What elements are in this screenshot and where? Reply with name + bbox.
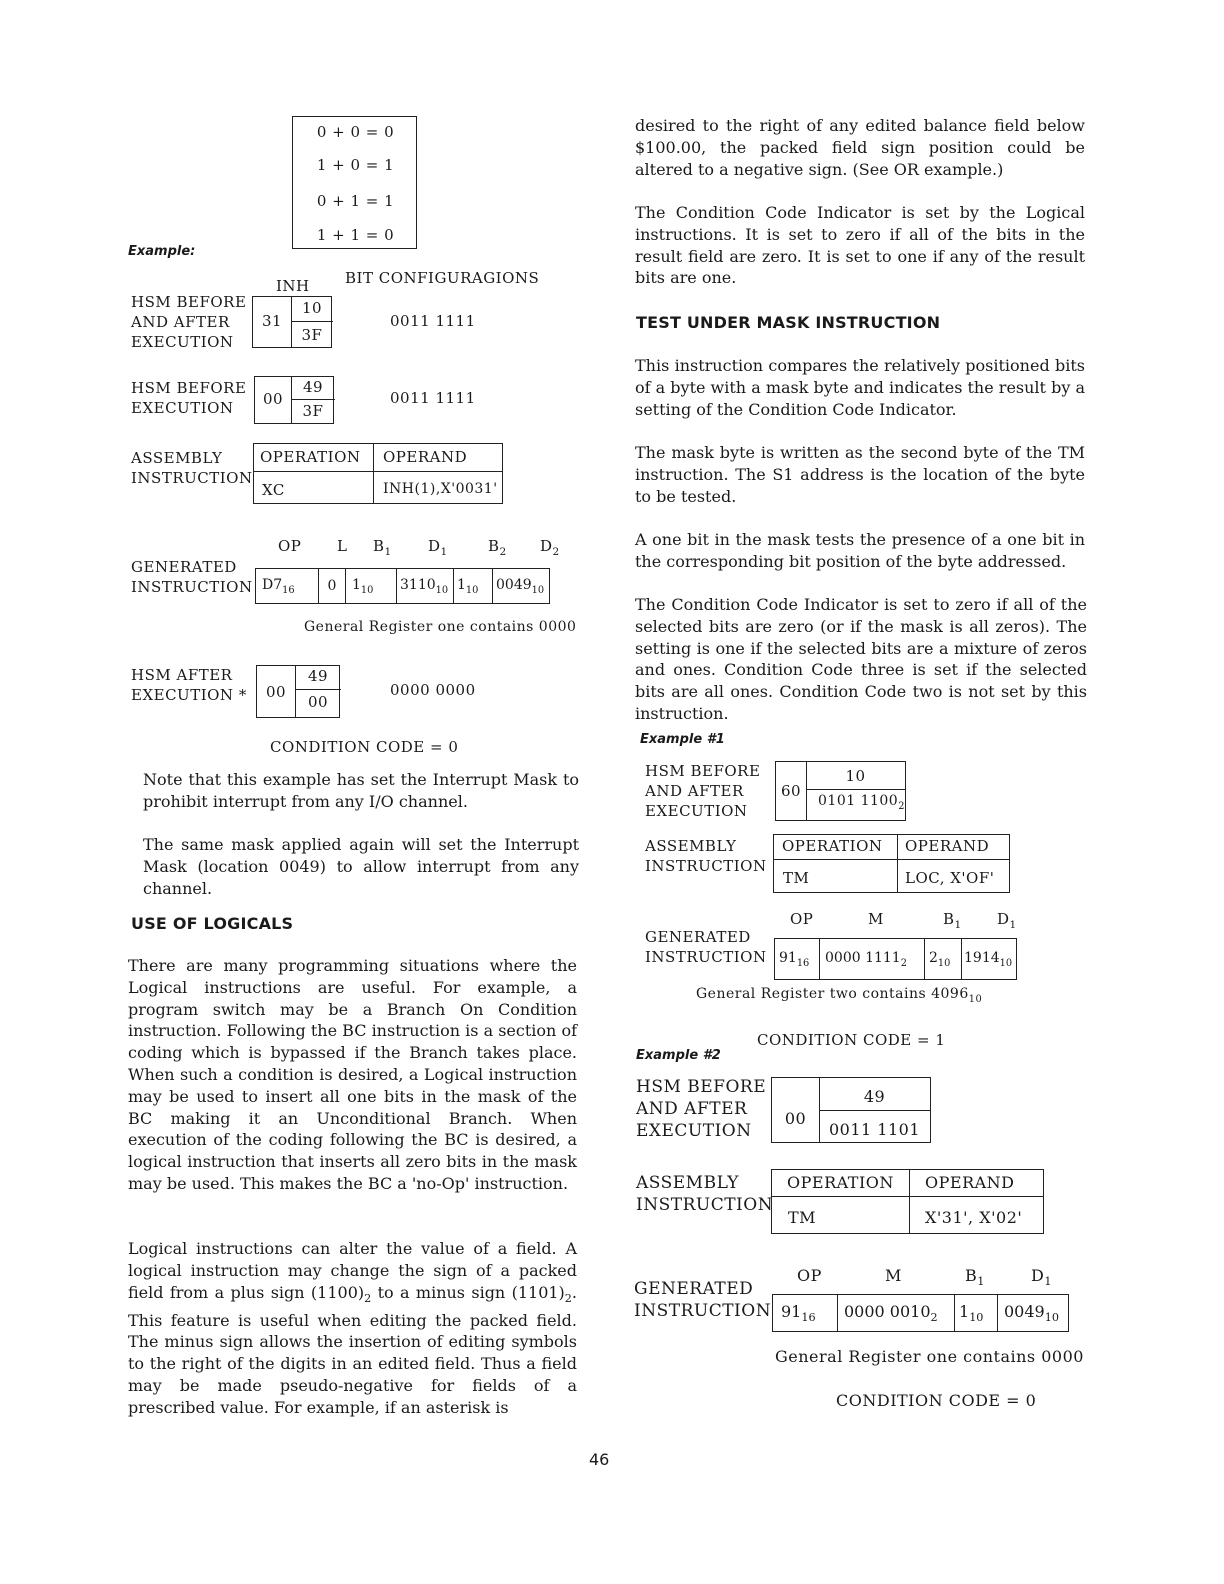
ex1-hsm-label: HSM BEFORE AND AFTER EXECUTION bbox=[645, 762, 761, 820]
gen-header: $D_2$ bbox=[540, 537, 560, 558]
same-mask-paragraph: The same mask applied again will set the Interrupt Mask (location 0049) to allow interrupt from any channel. bbox=[143, 835, 579, 898]
ex1-assembly-label: ASSEMBLY INSTRUCTION bbox=[645, 837, 767, 875]
ex1-generated-table bbox=[774, 938, 1017, 980]
tm-paragraph-3: A one bit in the mask tests the presence of a one bit in the corresponding bit position of the byte addressed. bbox=[635, 530, 1085, 571]
hsm-top-cell: 49 bbox=[307, 667, 329, 685]
gen-cell: 0000 $0010_2$ bbox=[838, 1295, 955, 1332]
gen-cell: $0049_{10}$ bbox=[998, 1295, 1069, 1332]
operation-header: OPERATION bbox=[782, 837, 883, 855]
gen-header: OP bbox=[797, 1266, 822, 1285]
gen-header: $B_1$ bbox=[943, 910, 962, 931]
ex1-hsm-box bbox=[775, 761, 906, 821]
hsm-top-cell: 49 bbox=[302, 378, 324, 396]
hsm-after-bits: 0000 0000 bbox=[390, 681, 476, 699]
hsm-left-cell: 31 bbox=[261, 312, 283, 330]
hsm-top-cell: 10 bbox=[301, 299, 323, 317]
ex2-generated-table bbox=[772, 1294, 1069, 1332]
truth-row: 1 + 1 = 0 bbox=[316, 226, 395, 244]
truth-row: 0 + 1 = 1 bbox=[316, 192, 395, 210]
gen-header: $B_1$ bbox=[965, 1266, 985, 1289]
gen-header: L bbox=[337, 537, 348, 555]
gen-header: $D_1$ bbox=[1031, 1266, 1052, 1289]
page-number: 46 bbox=[589, 1450, 610, 1469]
hsm-left-cell: 00 bbox=[784, 1109, 807, 1128]
gen-header: M bbox=[885, 1266, 902, 1285]
operation-value: XC bbox=[262, 481, 285, 499]
ex2-generated-note: General Register one contains 0000 bbox=[775, 1347, 1084, 1366]
tm-paragraph-1: This instruction compares the relatively positioned bits of a byte with a mask byte and indicates the result by a setting of the Condition Code Indicator. bbox=[635, 356, 1085, 419]
tm-paragraph-4: The Condition Code Indicator is set to zero if all of the selected bits are zero (or if the mask is all zeros). The setting is one if the selected bits are a mixture of zeros and ones. Condition Code three is set if the selected bits are all ones. Condition Code two is not set by this instruction. bbox=[635, 595, 1087, 723]
gen-header: OP bbox=[790, 910, 814, 928]
ex2-generated-label: GENERATED INSTRUCTION bbox=[634, 1279, 772, 1321]
use-paragraph-1: There are many programming situations where the Logical instructions are useful. For example, a program switch may be a Branch On Condition instruction. Following the BC instruction is a section of coding which is bypassed if the Branch takes place. When such a condition is desired, a Logical instruction may be used to insert all one bits in the mask of the BC making it an Unconditional Branch. When execution of the coding following the BC is desired, a logical instruction that inserts all zero bits in the mask may be used. This makes the BC a 'no-Op' instruction. bbox=[128, 956, 577, 1193]
example-label: Example: bbox=[128, 244, 196, 259]
hsm-top-cell: 10 bbox=[845, 767, 866, 785]
generated-table bbox=[255, 568, 550, 604]
gen-cell: 0000 $1111_2$ bbox=[820, 939, 925, 980]
generated-label: GENERATED INSTRUCTION bbox=[131, 558, 253, 596]
gen-header: $B_2$ bbox=[488, 537, 507, 558]
ex1-generated-label: GENERATED INSTRUCTION bbox=[645, 928, 767, 966]
gen-cell: $91_{16}$ bbox=[773, 1295, 838, 1332]
gen-header: $D_1$ bbox=[428, 537, 448, 558]
hsm-left-cell: 60 bbox=[780, 782, 802, 800]
generated-note: General Register one contains 0000 bbox=[304, 619, 577, 635]
operand-header: OPERAND bbox=[905, 837, 990, 855]
operation-value: TM bbox=[783, 869, 810, 887]
operation-value: TM bbox=[788, 1208, 817, 1227]
inh-label: INH bbox=[276, 277, 310, 295]
gen-cell: $3110_{10}$ bbox=[397, 569, 454, 604]
gen-header: $B_1$ bbox=[373, 537, 392, 558]
truth-table bbox=[292, 116, 417, 249]
hsm-bits: 0011 1111 bbox=[390, 312, 476, 330]
ex2-assembly-table bbox=[771, 1169, 1044, 1234]
operand-value: LOC, X'OF' bbox=[905, 869, 995, 887]
ex1-condition-code: CONDITION CODE = 1 bbox=[757, 1031, 946, 1049]
gen-cell: $1_{10}$ bbox=[454, 569, 493, 604]
hsm-box bbox=[252, 296, 332, 348]
operand-value: INH(1),X'0031' bbox=[383, 481, 498, 497]
gen-cell: $91_{16}$ bbox=[775, 939, 820, 980]
operand-value: X'31', X'02' bbox=[925, 1208, 1023, 1227]
condition-code: CONDITION CODE = 0 bbox=[270, 738, 459, 756]
gen-cell: 0 bbox=[319, 569, 346, 604]
gen-header: $D_1$ bbox=[997, 910, 1017, 931]
ex1-generated-note: General Register two contains $4096_{10}$ bbox=[696, 986, 983, 1005]
tm-heading: TEST UNDER MASK INSTRUCTION bbox=[636, 313, 941, 332]
truth-row: 1 + 0 = 1 bbox=[316, 156, 395, 174]
ex2-condition-code: CONDITION CODE = 0 bbox=[836, 1391, 1037, 1410]
use-paragraph-2: Logical instructions can alter the value of a field. A logical instruction may change the sign of a packed field from a plus sign $(1100)_2$ to a minus sign $(1101)_2$. This feature is useful when editing the packed field. The minus sign allows the insertion of editing symbols to the right of the digits in an edited field. Thus a field may be made pseudo-negative for fields of a prescribed value. For example, if an asterisk is bbox=[128, 1239, 578, 1417]
assembly-table bbox=[253, 443, 503, 504]
hsm-bottom-cell: 3F bbox=[301, 326, 323, 344]
hsm-after-label: HSM AFTER EXECUTION * bbox=[131, 666, 247, 704]
gen-header: OP bbox=[278, 537, 302, 555]
truth-row: 0 + 0 = 0 bbox=[316, 123, 395, 141]
hsm-before-bits: 0011 1111 bbox=[390, 389, 476, 407]
gen-cell: $1914_{10}$ bbox=[962, 939, 1017, 980]
ex1-assembly-table bbox=[773, 834, 1010, 893]
gen-cell: $0049_{10}$ bbox=[493, 569, 550, 604]
hsm-left-cell: 00 bbox=[265, 683, 287, 701]
hsm-before-box bbox=[254, 376, 334, 424]
right-paragraph-1: desired to the right of any edited balance field below $100.00, the packed field sign position could be altered to a negative sign. (See OR example.) bbox=[635, 116, 1085, 179]
hsm-bottom-cell: 0101 $1100_2$ bbox=[818, 793, 905, 812]
gen-cell: $1_{10}$ bbox=[346, 569, 397, 604]
gen-header: M bbox=[868, 910, 884, 928]
hsm-before-label: HSM BEFORE EXECUTION bbox=[131, 379, 247, 417]
hsm-after-box bbox=[256, 665, 340, 718]
use-of-logicals-heading: USE OF LOGICALS bbox=[131, 914, 294, 933]
gen-cell: $1_{10}$ bbox=[955, 1295, 998, 1332]
hsm-bottom-cell: 0011 1101 bbox=[828, 1120, 921, 1139]
operand-header: OPERAND bbox=[383, 448, 468, 466]
hsm-bottom-cell: 3F bbox=[302, 402, 324, 420]
operand-header: OPERAND bbox=[925, 1173, 1015, 1192]
note-paragraph: Note that this example has set the Interrupt Mask to prohibit interrupt from any I/O channel. bbox=[143, 770, 579, 811]
gen-cell: $D7_{16}$ bbox=[256, 569, 319, 604]
assembly-label: ASSEMBLY INSTRUCTION bbox=[131, 449, 253, 487]
operation-header: OPERATION bbox=[787, 1173, 894, 1192]
hsm-bottom-cell: 00 bbox=[307, 693, 329, 711]
hsm-label: HSM BEFORE AND AFTER EXECUTION bbox=[131, 293, 247, 351]
example-2-label: Example #2 bbox=[636, 1048, 721, 1063]
ex2-hsm-label: HSM BEFORE AND AFTER EXECUTION bbox=[636, 1077, 767, 1141]
tm-paragraph-2: The mask byte is written as the second byte of the TM instruction. The S1 address is the location of the byte to be tested. bbox=[635, 443, 1085, 506]
right-paragraph-2: The Condition Code Indicator is set by the Logical instructions. It is set to zero if all of the bits in the result field are zero. It is set to one if any of the result bits are one. bbox=[635, 203, 1085, 288]
ex2-hsm-box bbox=[771, 1077, 931, 1143]
hsm-top-cell: 49 bbox=[863, 1087, 886, 1106]
hsm-left-cell: 00 bbox=[262, 390, 284, 408]
ex2-assembly-label: ASSEMBLY INSTRUCTION bbox=[636, 1173, 774, 1215]
gen-cell: $2_{10}$ bbox=[925, 939, 962, 980]
bit-config-label: BIT CONFIGURAGIONS bbox=[345, 269, 540, 287]
example-1-label: Example #1 bbox=[640, 732, 725, 747]
operation-header: OPERATION bbox=[260, 448, 361, 466]
